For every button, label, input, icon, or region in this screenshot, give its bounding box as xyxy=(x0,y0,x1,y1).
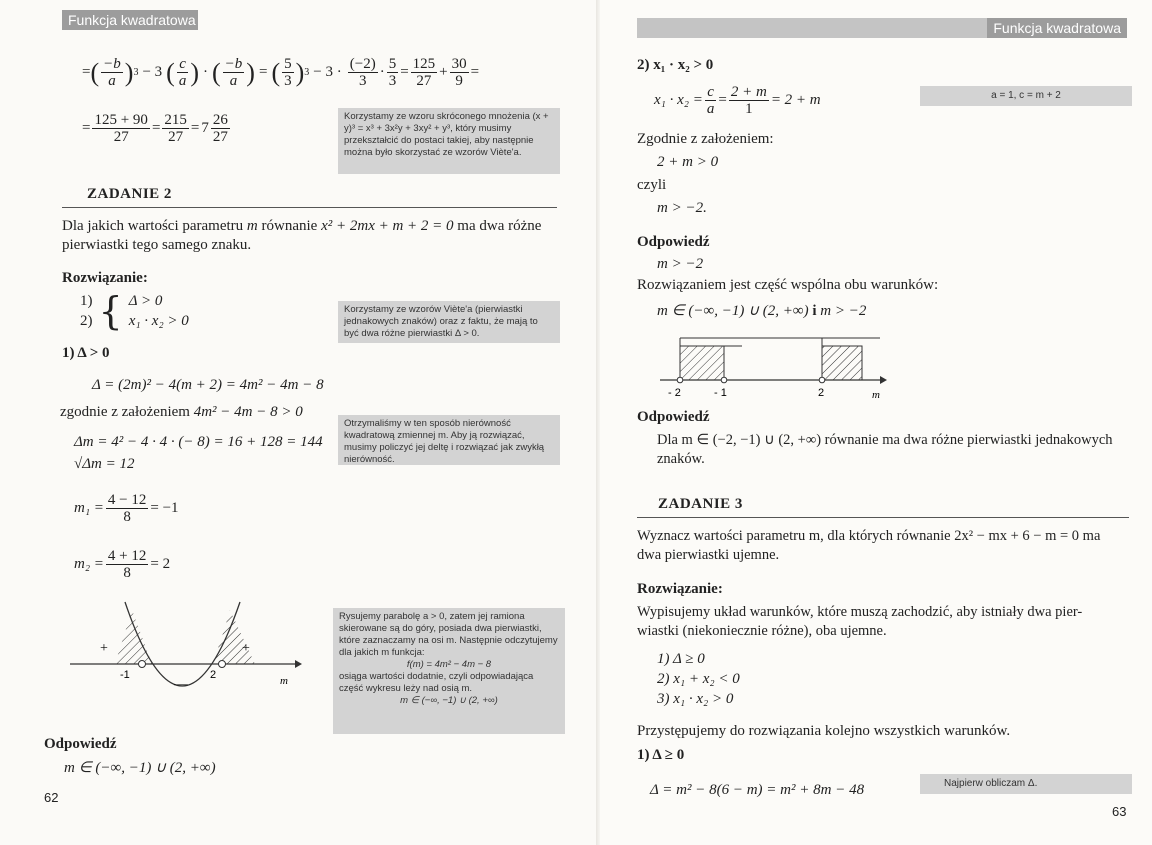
zadanie-2-text: Dla jakich wartości parametru m równanie x² + 2mx + m + 2 = 0 ma dwa różne pierwiastki tego samego znaku. xyxy=(62,218,542,253)
axis-label-m-right: m xyxy=(872,389,880,401)
parabola-curve xyxy=(125,602,240,686)
point-2 xyxy=(819,377,825,383)
point-minus-1 xyxy=(721,377,727,383)
zadanie-3-title: ZADANIE 3 xyxy=(658,496,743,512)
root-right xyxy=(219,661,226,668)
conditions-list xyxy=(657,649,740,709)
inequality-2: m > −2. xyxy=(657,200,707,216)
step-1-title: 1) Δ > 0 xyxy=(62,345,110,361)
zadanie-3-text: Wyznacz wartości parametru m, dla których równanie 2x² − mx + 6 − m = 0 ma dwa pierwiastki ujemne. xyxy=(637,528,1101,563)
tick-label-minus-2: - 2 xyxy=(668,387,681,399)
minus-mid: — xyxy=(174,677,188,692)
equation-1: = ( $\frac{-b}{a}$ ) 3 − 3 ( $\frac{c}{a}$ ) · ( $\frac{-b}{a}$ ) = ( $\frac{5}{3}$ ) 3 − 3 · $\frac{(-2)}{3}$ · $\frac{5}{3}$ = $\frac{125}{27}$ + $\frac{30}{9}$ = xyxy=(82,56,480,89)
czyli-label: czyli xyxy=(637,177,667,193)
interval-hatch-right xyxy=(822,346,862,380)
tick-label-2: 2 xyxy=(818,387,825,399)
axis-label-m: m xyxy=(280,675,288,687)
right-page xyxy=(600,0,1152,845)
step-1-title-right: 1) Δ ≥ 0 xyxy=(637,747,685,763)
answer-value: m ∈ (−∞, −1) ∪ (2, +∞) xyxy=(64,760,216,776)
answer-label: Odpowiedź xyxy=(44,736,117,752)
plus-right: + xyxy=(242,641,250,656)
page-number-right: 63 xyxy=(1112,804,1127,819)
sqrt-delta-m: √Δm = 12 xyxy=(74,456,135,472)
zadanie-2-rule xyxy=(62,207,557,208)
delta-equation: Δ = (2m)² − 4(m + 2) = 4m² − 4m − 8 xyxy=(92,377,324,393)
number-line-graph xyxy=(658,334,898,404)
hatch-left xyxy=(115,610,152,664)
tick-2: 2 xyxy=(210,669,217,681)
rozwiazanie-text-right: Wypisujemy układ warunków, które muszą zachodzić, aby istniały dwa pier- wiastki (niekoniecznie różne), oba ujemne. xyxy=(637,604,1083,639)
condition-2: 2) x₁ + x₂ < 0 xyxy=(657,671,740,687)
vieta-formula: x₁ · x₂ = $\frac{c}{a}$ = $\frac{2 + m}{1}$ = 2 + m xyxy=(654,84,821,117)
left-header: Funkcja kwadratowa xyxy=(62,10,198,30)
delta-equation-right: Δ = m² − 8(6 − m) = m² + 8m − 48 xyxy=(650,782,865,798)
common-solution-sets: m ∈ (−∞, −1) ∪ (2, +∞) i m > −2 xyxy=(657,303,867,319)
tick-label-minus-1: - 1 xyxy=(714,387,727,399)
conditions-system: 1) 2) { Δ > 0 x₁ · x₂ > 0 xyxy=(80,289,189,333)
answer-2-label: Odpowiedź xyxy=(637,409,710,425)
zgodnie-label: Zgodnie z założeniem: xyxy=(637,131,774,147)
common-solution-text: Rozwiązaniem jest część wspólna obu warunków: xyxy=(637,277,939,293)
right-header-bar xyxy=(637,18,1127,38)
rozwiazanie-label-right: Rozwiązanie: xyxy=(637,581,723,597)
delta-m-equation: Δm = 4² − 4 · 4 · (− 8) = 16 + 128 = 144 xyxy=(74,434,323,450)
tick-minus-1: -1 xyxy=(120,669,130,681)
parabola-graph xyxy=(70,600,310,720)
answer-2-text: Dla m ∈ (−2, −1) ∪ (2, +∞) równanie ma dwa różne pierwiastki jednakowych znaków. xyxy=(657,432,1113,467)
answer-1-label: Odpowiedź xyxy=(637,234,710,250)
right-header: Funkcja kwadratowa xyxy=(987,18,1127,38)
zadanie-3-rule xyxy=(637,517,1129,518)
note-vieta: Korzystamy ze wzorów Viète'a (pierwiastki jednakowych znaków) oraz z faktu, że mają to być dwa różne pierwiastki Δ > 0. xyxy=(338,301,560,343)
note-a-c: a = 1, c = m + 2 xyxy=(920,86,1132,106)
inequality-1: 2 + m > 0 xyxy=(657,154,719,170)
note-short-multiplication: Korzystamy ze wzoru skróconego mnożenia (x + y)³ = x³ + 3x²y + 3xy² + y³, który musimy przekształcić do postaci takiej, aby następnie można było skorzystać ze wzorów Viète'a. xyxy=(338,108,560,174)
rozwiazanie-label: Rozwiązanie: xyxy=(62,270,148,286)
m2-formula: m₂ = $\frac{4 + 12}{8}$ = 2 xyxy=(74,548,171,581)
zgodnie-line: zgodnie z założeniem 4m² − 4m − 8 > 0 xyxy=(60,404,303,420)
zadanie-2-title: ZADANIE 2 xyxy=(87,186,172,202)
condition-3: 3) x₁ · x₂ > 0 xyxy=(657,691,734,707)
condition-1: 1) Δ ≥ 0 xyxy=(657,651,705,667)
point-minus-2 xyxy=(677,377,683,383)
m1-formula: m₁ = $\frac{4 - 12}{8}$ = −1 xyxy=(74,492,179,525)
number-line-arrow xyxy=(880,376,887,384)
interval-hatch-left xyxy=(680,346,724,380)
note-delta: Najpierw obliczam Δ. xyxy=(920,774,1132,794)
step-2-title: 2) x₁ · x₂ > 0 xyxy=(637,57,714,73)
page-number-left: 62 xyxy=(44,790,59,805)
answer-1-value: m > −2 xyxy=(657,256,704,272)
plus-left: + xyxy=(100,641,108,656)
note-parabola: Rysujemy parabolę a > 0, zatem jej ramiona skierowane są do góry, posiada dwa pierwiastki, które zaznaczamy na osi m. Następnie odczytujemy dla jakich m funkcja: f(m) = 4m² − 4m − 8 osiąga wartości dodatnie, czyli odpowiadająca część wykresu leży nad osią m. m ∈ (−∞, −1) ∪ (2, +∞) xyxy=(333,608,565,734)
root-left xyxy=(139,661,146,668)
equation-2: = $\frac{125 + 90}{27}$ = $\frac{215}{27}$ = 7 $\frac{26}{27}$ xyxy=(82,112,228,145)
note-quadratic-inequality: Otrzymaliśmy w ten sposób nierówność kwadratową zmiennej m. Aby ją rozwiązać, musimy policzyć jej deltę i rozwiązać jak zwykłą nierówność. xyxy=(338,415,560,465)
przystepujemy-text: Przystępujemy do rozwiązania kolejno wszystkich warunków. xyxy=(637,723,1011,739)
x-axis-arrow xyxy=(295,660,302,668)
